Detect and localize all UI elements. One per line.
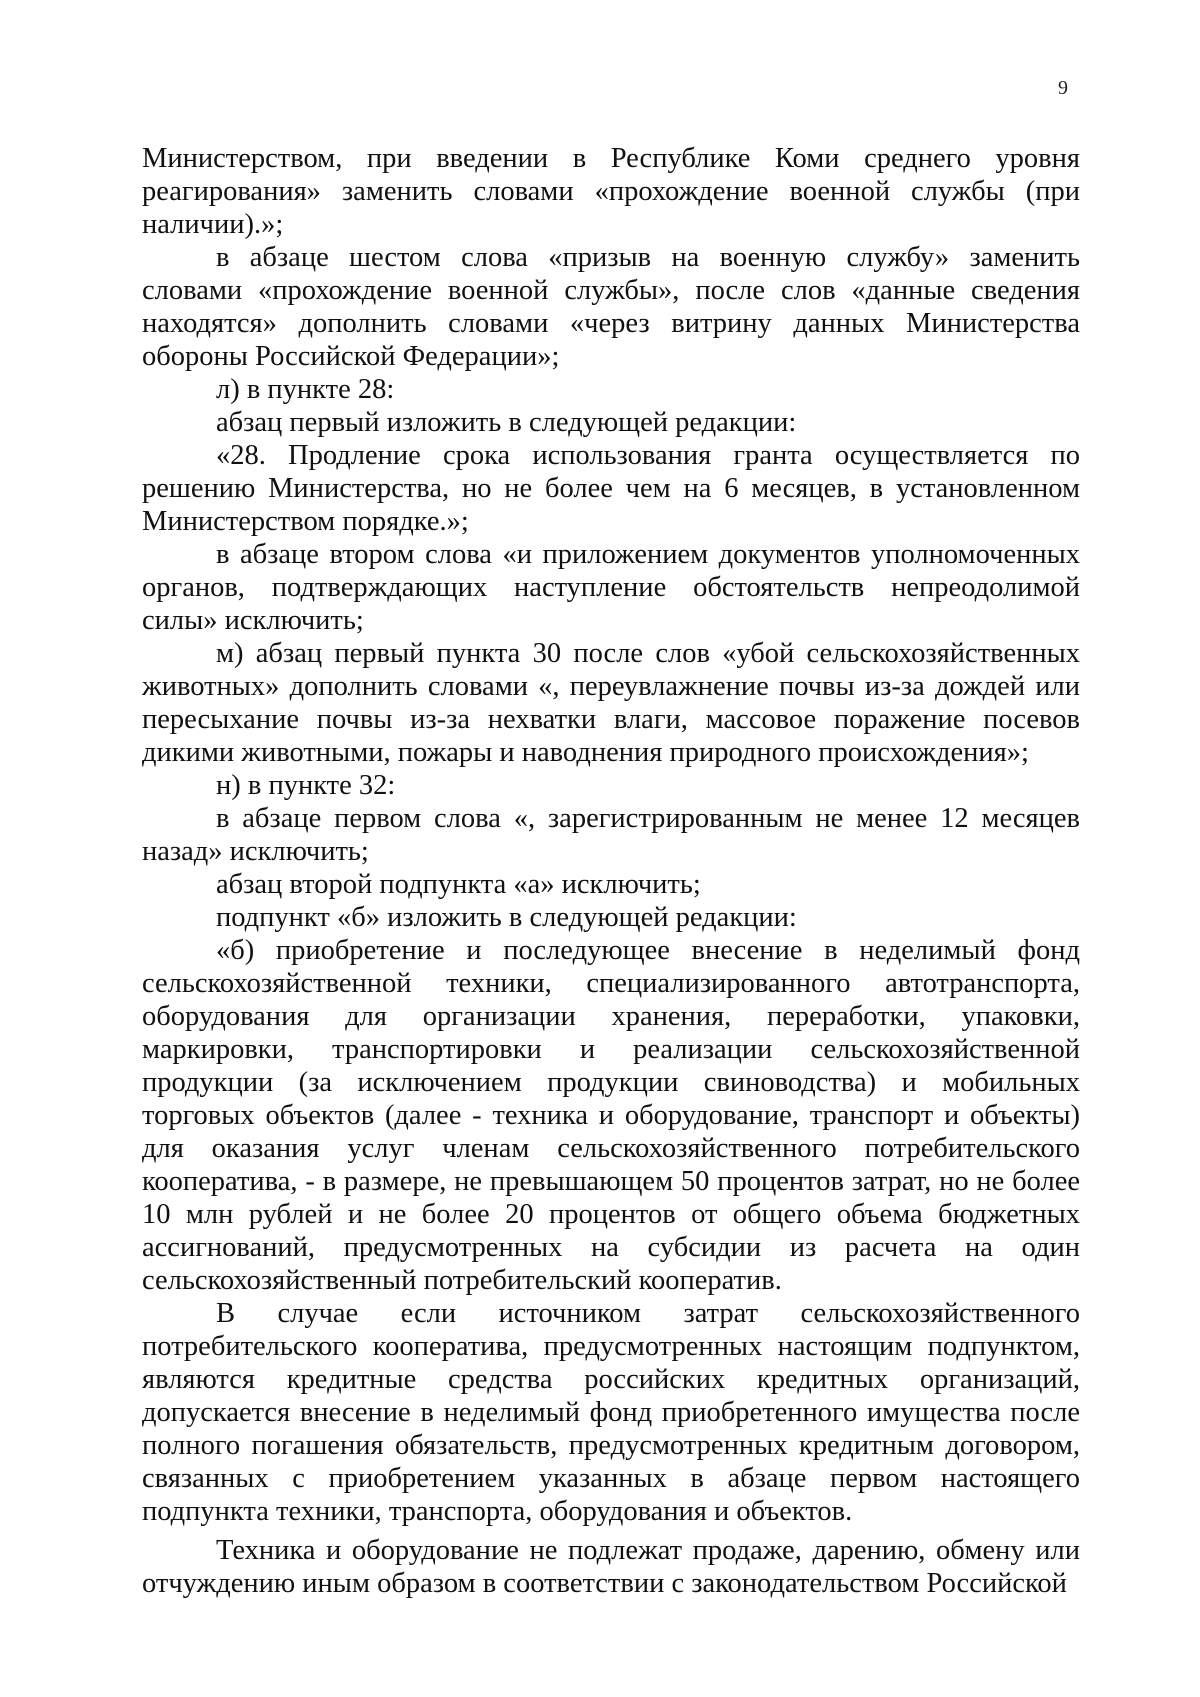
- paragraph: В случае если источником затрат сельскохозяйственного потребительского кооператива, предусмотренных настоящим подпунктом, являются кредитные средства российских кредитных организаций, допускается внесение в неделимый фонд приобретенного имущества после полного погашения обязательств, предусмотренных кредитным договором, связанных с приобретением указанных в абзаце первом настоящего подпункта техники, транспорта, оборудования и объектов.: [142, 1298, 1080, 1527]
- paragraph: в абзаце втором слова «и приложением документов уполномоченных органов, подтверждающих наступление обстоятельств непреодолимой силы» исключить;: [142, 539, 1080, 636]
- paragraph-continuation: Министерством, при введении в Республике Коми среднего уровня реагирования» заменить словами «прохождение военной службы (при наличии).»;: [142, 143, 1080, 240]
- paragraph-subitem-n: н) в пункте 32:: [216, 770, 396, 801]
- document-body: [142, 142, 1080, 1600]
- paragraph-subitem-l: л) в пункте 28:: [216, 374, 395, 405]
- paragraph-quoted-item-28: «28. Продление срока использования гранта осуществляется по решению Министерства, но не более чем на 6 месяцев, в установленном Министерством порядке.»;: [142, 440, 1080, 537]
- page-number: 9: [1058, 77, 1068, 99]
- paragraph: абзац первый изложить в следующей редакции:: [216, 407, 797, 438]
- paragraph: в абзаце шестом слова «призыв на военную службу» заменить словами «прохождение военной службы», после слов «данные сведения находятся» дополнить словами «через витрину данных Министерства обороны Российской Федерации»;: [142, 242, 1080, 372]
- paragraph: абзац второй подпункта «а» исключить;: [216, 869, 701, 900]
- paragraph-quoted-subitem-b: «б) приобретение и последующее внесение в неделимый фонд сельскохозяйственной техники, специализированного автотранспорта, оборудования для организации хранения, переработки, упаковки, маркировки, транспортировки и реализации сельскохозяйственной продукции (за исключением продукции свиноводства) и мобильных торговых объектов (далее - техника и оборудование, транспорт и объекты) для оказания услуг членам сельскохозяйственного потребительского кооператива, - в размере, не превышающем 50 процентов затрат, но не более 10 млн рублей и не более 20 процентов от общего объема бюджетных ассигнований, предусмотренных на субсидии из расчета на один сельскохозяйственный потребительский кооператив.: [142, 935, 1080, 1296]
- paragraph: Техника и оборудование не подлежат продаже, дарению, обмену или отчуждению иным образом в соответствии с законодательством Российской: [142, 1535, 1080, 1599]
- paragraph-subitem-m: м) абзац первый пункта 30 после слов «убой сельскохозяйственных животных» дополнить словами «, переувлажнение почвы из-за дождей или пересыхание почвы из-за нехватки влаги, массовое поражение посевов дикими животными, пожары и наводнения природного происхождения»;: [142, 638, 1080, 768]
- paragraph: подпункт «б» изложить в следующей редакции:: [216, 902, 797, 933]
- paragraph: в абзаце первом слова «, зарегистрированным не менее 12 месяцев назад» исключить;: [142, 803, 1080, 867]
